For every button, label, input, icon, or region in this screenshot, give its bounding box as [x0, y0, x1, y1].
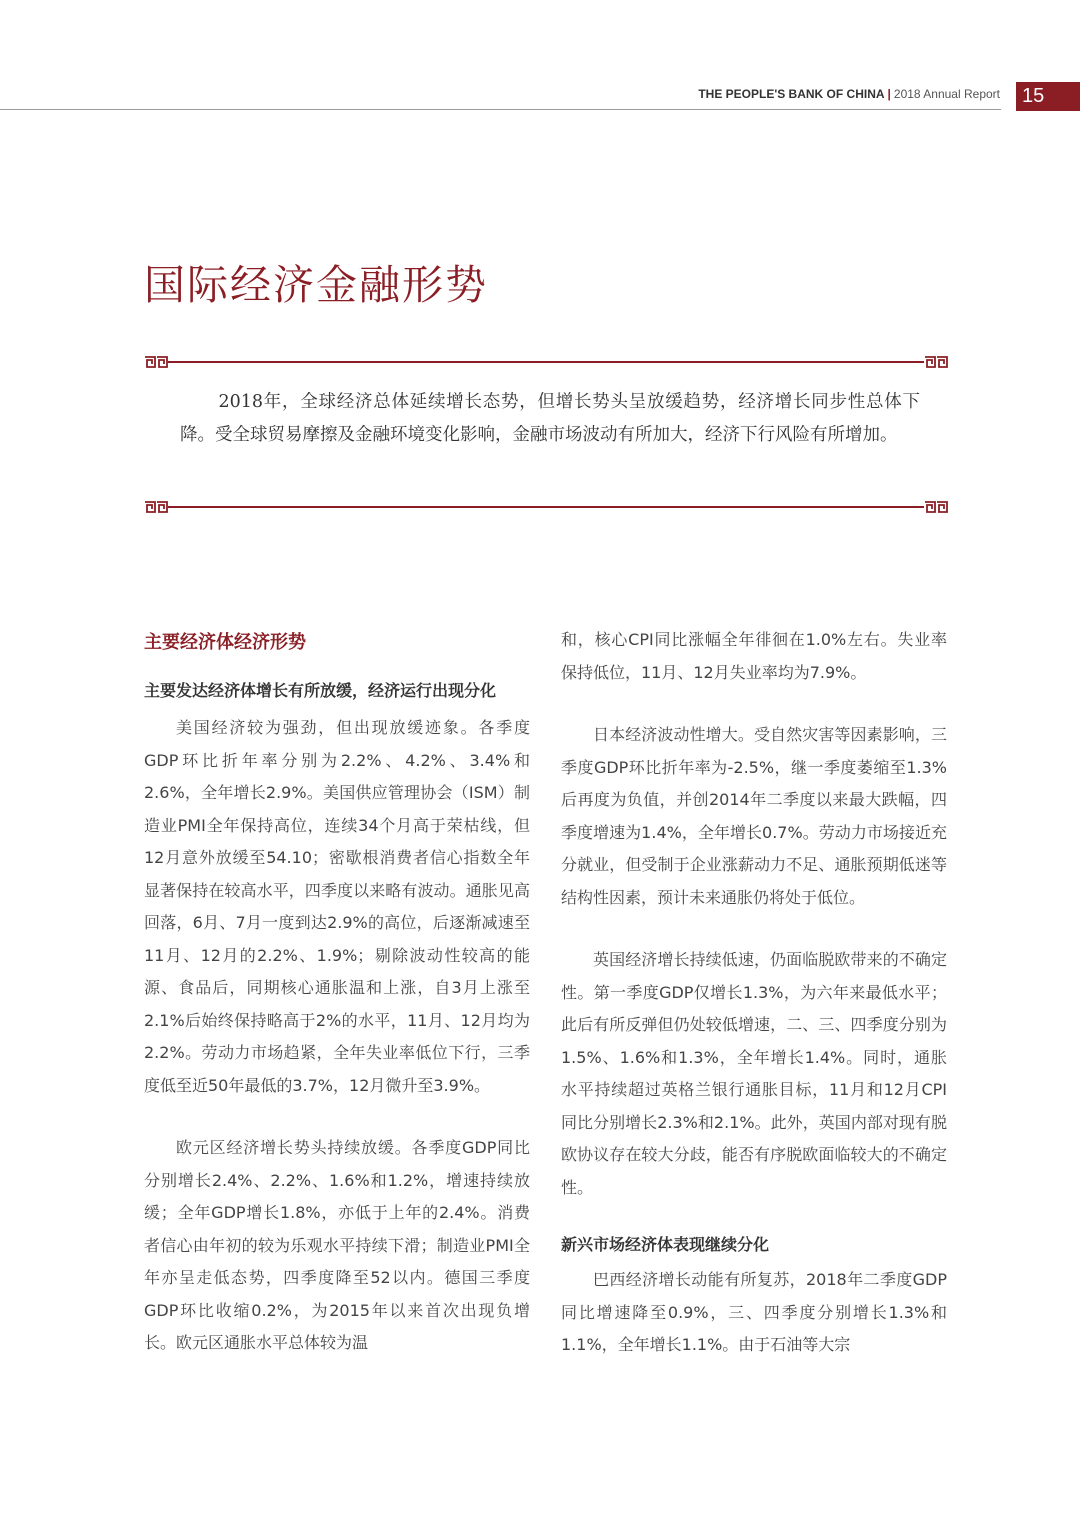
header-org: THE PEOPLE'S BANK OF CHINA	[698, 87, 885, 101]
fret-ornament-icon	[924, 355, 948, 369]
paragraph-uk: 英国经济增长持续低速，仍面临脱欧带来的不确定性。第一季度GDP仅增长1.3%，为六年来最低水平；此后有所反弹但仍处较低增速，二、三、四季度分别为1.5%、1.6%和1.3%，全年增长1.4%。同时，通胀水平持续超过英格兰银行通胀目标，11月和12月CPI同比分别增长2.3%和2.1%。此外，英国内部对现有脱欧协议存在较大分歧，能否有序脱欧面临较大的不确定性。	[561, 950, 947, 1197]
ornamental-rule-top	[144, 355, 948, 369]
ornamental-rule-bottom	[144, 500, 948, 514]
fret-ornament-icon	[144, 500, 168, 514]
section-heading: 主要经济体经济形势	[144, 632, 306, 653]
running-header	[698, 87, 1000, 103]
paragraph-eurozone: 欧元区经济增长势头持续放缓。各季度GDP同比分别增长2.4%、2.2%、1.6%和1.2%，增速持续放缓；全年GDP增长1.8%，亦低于上年的2.4%。消费者信心由年初的较为乐观水平持续下滑；制造业PMI全年亦呈走低态势，四季度降至52以内。德国三季度GDP环比收缩0.2%，为2015年以来首次出现负增长。欧元区通胀水平总体较为温	[144, 1138, 530, 1352]
paragraph-us: 美国经济较为强劲，但出现放缓迹象。各季度GDP环比折年率分别为2.2%、4.2%、3.4%和2.6%，全年增长2.9%。美国供应管理协会（ISM）制造业PMI全年保持高位，连续34个月高于荣枯线，但12月意外放缓至54.10；密歇根消费者信心指数全年显著保持在较高水平，四季度以来略有波动。通胀见高回落，6月、7月一度到达2.9%的高位，后逐渐减速至11月、12月的2.2%、1.9%；剔除波动性较高的能源、食品后，同期核心通胀温和上涨，自3月上涨至2.1%后始终保持略高于2%的水平，11月、12月均为2.2%。劳动力市场趋紧，全年失业率低位下行，三季度低至近50年最低的3.7%，12月微升至3.9%。	[144, 718, 530, 1095]
subheading-emerging: 新兴市场经济体表现继续分化	[561, 1235, 770, 1254]
rule-bar	[168, 361, 924, 363]
left-column	[144, 624, 530, 1360]
paragraph-eurozone-continued: 和，核心CPI同比涨幅全年徘徊在1.0%左右。失业率保持低位，11月、12月失业率均为7.9%。	[561, 630, 947, 682]
page-title: 国际经济金融形势	[144, 261, 488, 309]
page-number: 15	[1016, 82, 1080, 111]
intro-text: 2018年，全球经济总体延续增长态势，但增长势头呈放缓趋势，经济增长同步性总体下降。受全球贸易摩擦及金融环境变化影响，金融市场波动有所加大，经济下行风险有所增加。	[180, 392, 920, 445]
header-rule	[0, 109, 1001, 110]
right-column	[561, 624, 947, 1362]
paragraph-brazil: 巴西经济增长动能有所复苏，2018年二季度GDP同比增速降至0.9%，三、四季度分别增长1.3%和1.1%，全年增长1.1%。由于石油等大宗	[561, 1270, 947, 1354]
subheading-developed: 主要发达经济体增长有所放缓，经济运行出现分化	[144, 681, 497, 700]
header-report: 2018 Annual Report	[893, 87, 1000, 101]
header-separator: |	[887, 87, 891, 101]
fret-ornament-icon	[144, 355, 168, 369]
paragraph-japan: 日本经济波动性增大。受自然灾害等因素影响，三季度GDP环比折年率为-2.5%，继一季度萎缩至1.3%后再度为负值，并创2014年二季度以来最大跌幅，四季度增速为1.4%，全年增长0.7%。劳动力市场接近充分就业，但受制于企业涨薪动力不足、通胀预期低迷等结构性因素，预计未来通胀仍将处于低位。	[561, 725, 947, 907]
rule-bar	[168, 506, 924, 508]
fret-ornament-icon	[924, 500, 948, 514]
intro-summary	[180, 386, 920, 452]
